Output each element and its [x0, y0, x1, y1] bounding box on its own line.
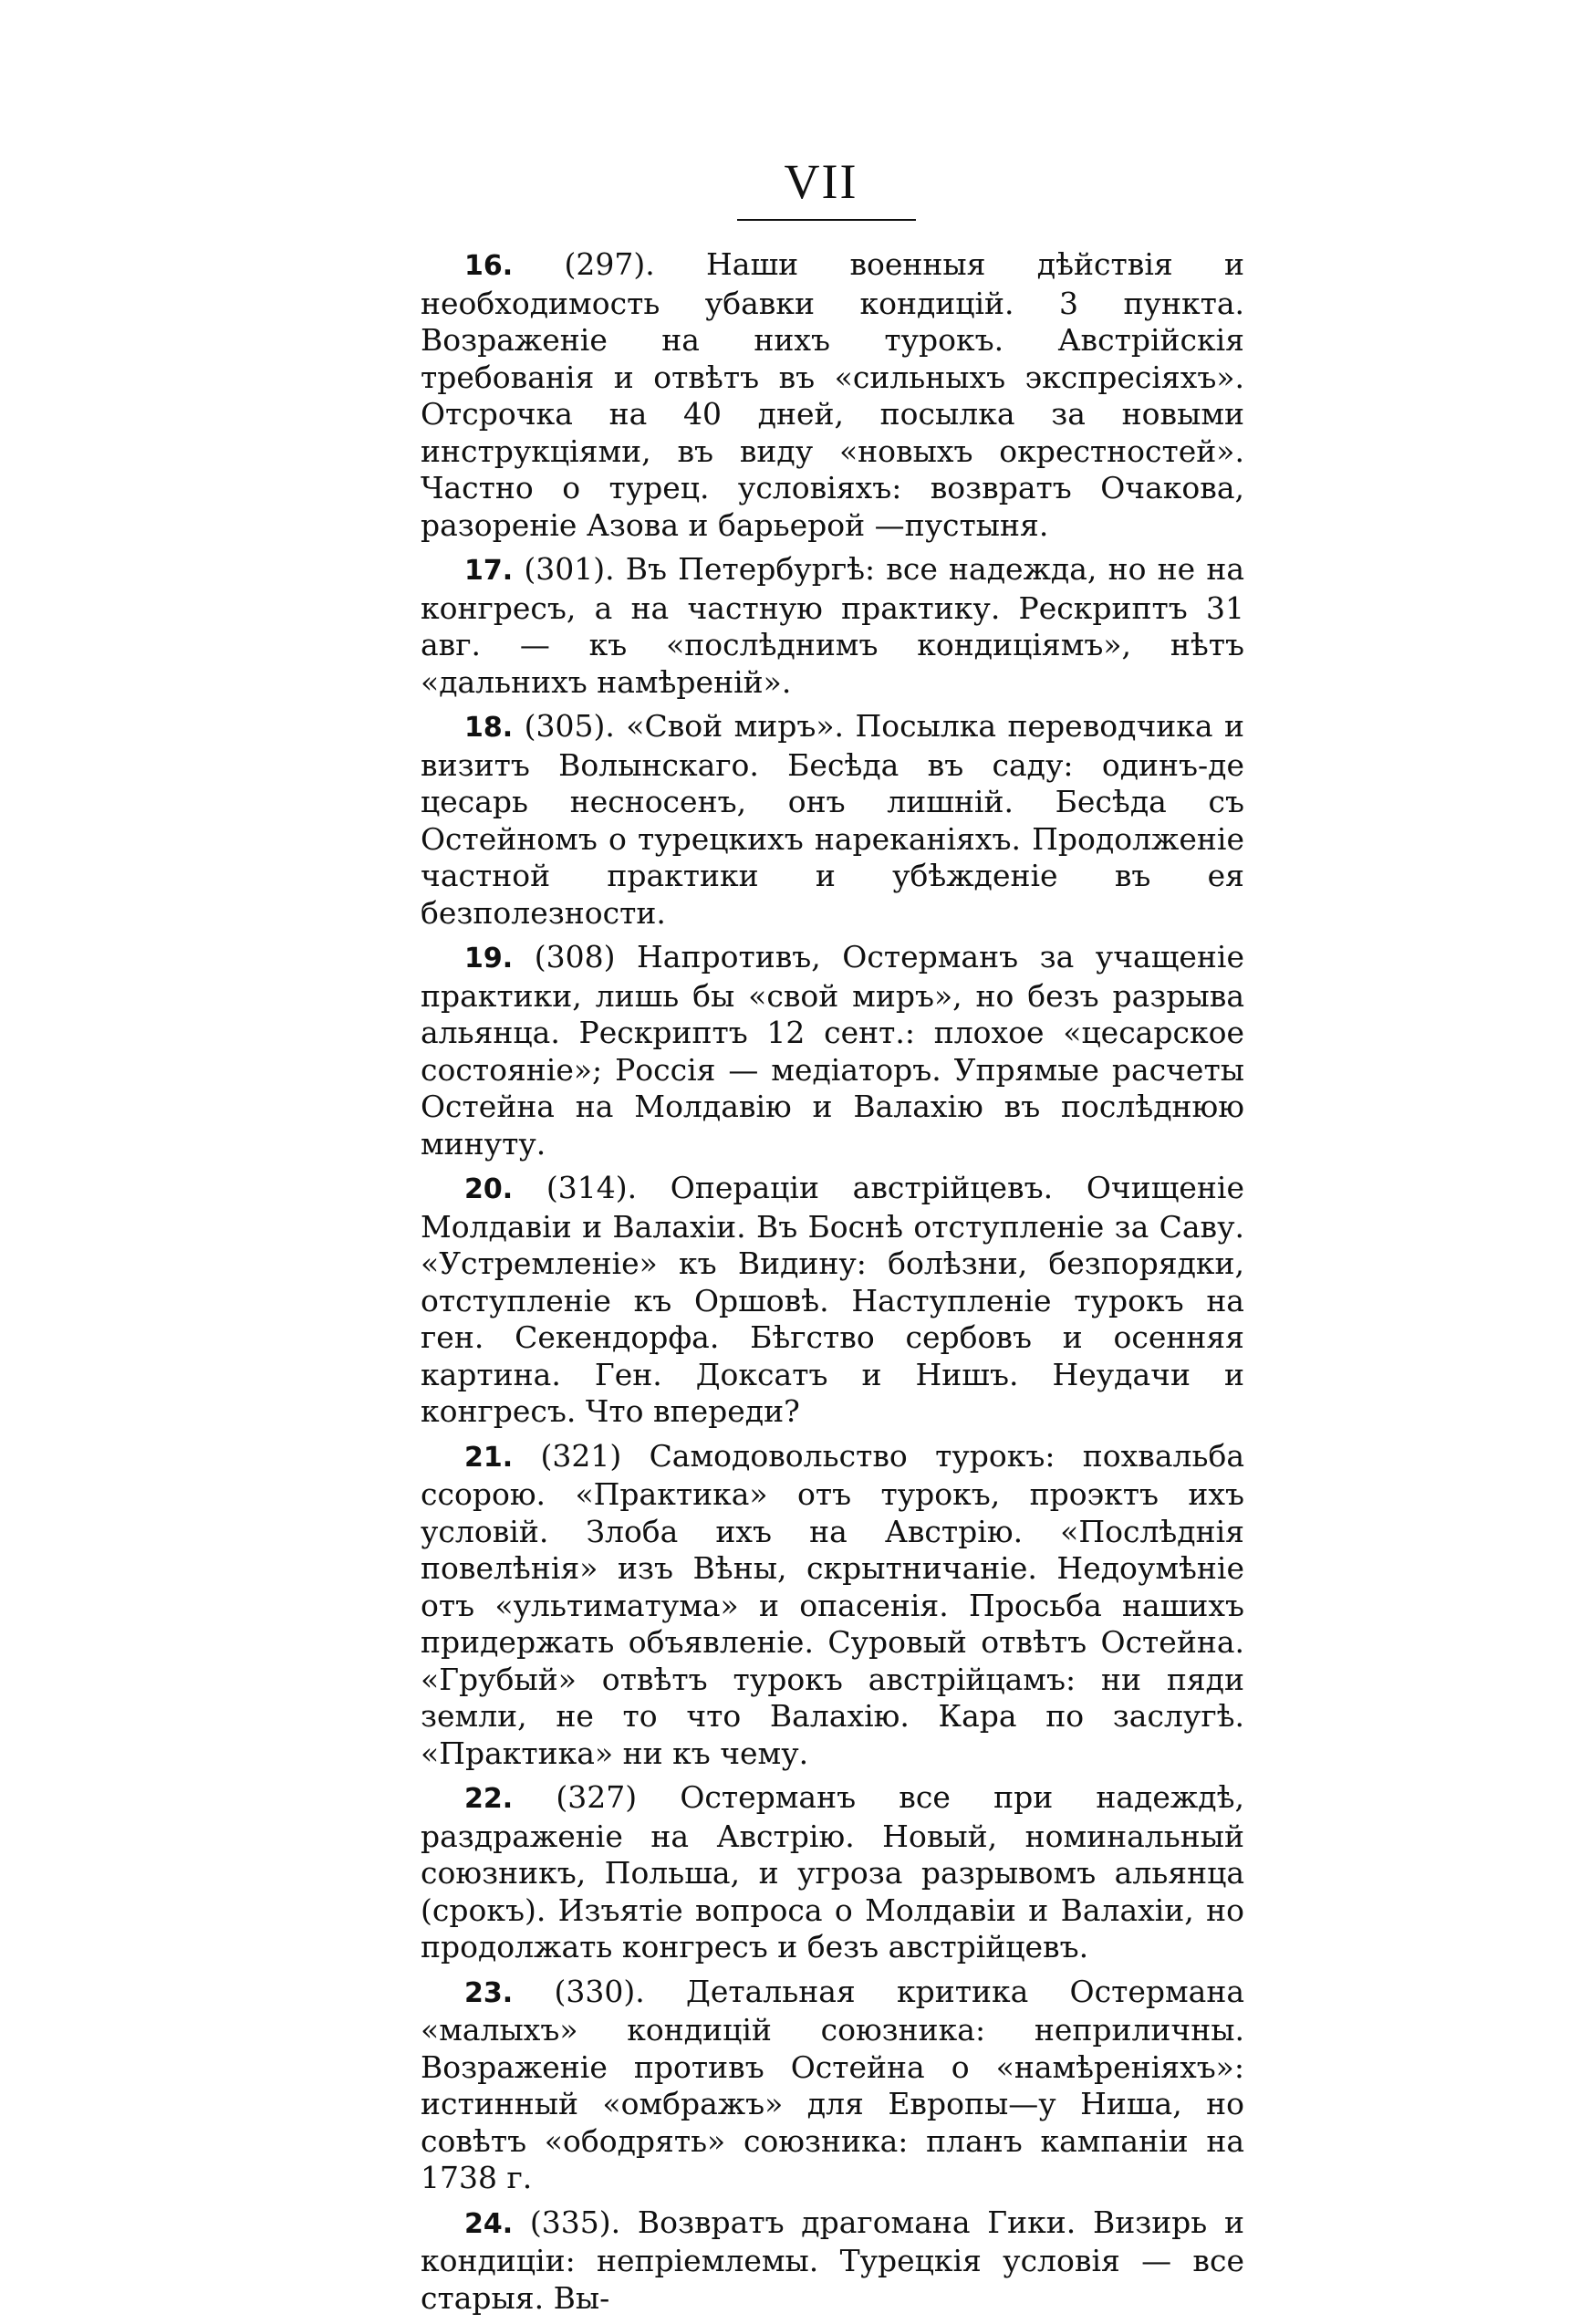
- entry-text: Самодовольство турокъ: похвальба ссорою. «Практика» отъ турокъ, проэктъ ихъ условій. Злоба ихъ на Австрію. «Послѣднія повелѣнія» изъ Вѣны, скрытничаніе. Недоумѣніе отъ «ультиматума» и опасенія. Просьба нашихъ придержать объявленіе. Суровый отвѣтъ Остейна. «Грубый» отвѣтъ турокъ австрійцамъ: ни пяди земли, не то что Валахію. Кара по заслугѣ. «Практика» ни къ чему.: [421, 1437, 1244, 1771]
- entry-page-ref: (314).: [546, 1170, 638, 1205]
- entry-number: 22.: [464, 1783, 514, 1815]
- entry-page-ref: (335).: [529, 2204, 621, 2240]
- entry-23: [421, 1974, 1244, 2197]
- entry-number: 18.: [464, 712, 514, 744]
- entry-page-ref: (297).: [564, 246, 655, 282]
- page-body: [421, 246, 1244, 2324]
- entry-page-ref: (330).: [554, 1973, 645, 2009]
- folio-rule: [737, 219, 916, 221]
- entry-text: Напротивъ, Остерманъ за учащеніе практики, лишь бы «свой миръ», но безъ разрыва альянца. Рескриптъ 12 сент.: плохое «цесарское состояніе»; Россія — медіаторъ. Упрямые расчеты Остейна на Молдавію и Валахію въ послѣднюю минуту.: [421, 939, 1245, 1162]
- entry-20: [421, 1170, 1244, 1431]
- entry-text: Операціи австрійцевъ. Очищеніе Молдавіи и Валахіи. Въ Боснѣ отступленіе за Саву. «Устремленіе» къ Видину: болѣзни, безпорядки, отступленіе къ Оршовѣ. Наступленіе турокъ на ген. Секендорфа. Бѣгство сербовъ и осенняя картина. Ген. Доксатъ и Нишъ. Неудачи и конгресъ. Что впереди?: [421, 1170, 1244, 1429]
- entry-number: 17.: [464, 555, 514, 587]
- entry-24: [421, 2204, 1244, 2318]
- entry-page-ref: (327): [556, 1779, 638, 1815]
- entry-18: [421, 708, 1244, 932]
- entry-22: [421, 1779, 1244, 1966]
- entry-text: Остерманъ все при надеждѣ, раздраженіе на Австрію. Новый, номинальный союзникъ, Польша, и угроза разрывомъ альянца (срокъ). Изъятіе вопроса о Молдавіи и Валахіи, но продолжать конгресъ и безъ австрійцевъ.: [421, 1779, 1244, 1964]
- entry-text: «Свой миръ». Посылка переводчика и визитъ Волынскаго. Бесѣда въ саду: одинъ-де цесарь несносенъ, онъ лишній. Бесѣда съ Остейномъ о турецкихъ нареканіяхъ. Продолженіе частной практики и убѣжденіе въ ея безполезности.: [421, 708, 1245, 931]
- entry-page-ref: (301).: [524, 551, 615, 587]
- page-folio: VII: [784, 154, 858, 209]
- entry-number: 20.: [464, 1173, 514, 1205]
- entry-page-ref: (321): [540, 1437, 622, 1474]
- entry-number: 23.: [464, 1976, 514, 2009]
- entry-16: [421, 246, 1244, 544]
- entry-text: Детальная критика Остермана «малыхъ» кондицій союзника: неприличны. Возраженіе противъ Остейна о «намѣреніяхъ»: истинный «омбражъ» для Европы—у Ниша, но совѣтъ «ободрять» союзника: планъ кампаніи на 1738 г.: [421, 1973, 1245, 2195]
- entry-text: Въ Петербургѣ: все надежда, но не на конгресъ, а на частную практику. Рескриптъ 31 авг. — къ «послѣднимъ кондиціямъ», нѣтъ «дальнихъ намѣреній».: [421, 551, 1244, 700]
- entry-number: 16.: [464, 250, 514, 282]
- entry-21: [421, 1438, 1244, 1773]
- entry-page-ref: (305).: [524, 708, 615, 744]
- entry-page-ref: (308): [534, 939, 616, 974]
- entry-number: 24.: [464, 2207, 514, 2240]
- entry-text: Наши военныя дѣйствія и необходимость убавки кондицій. 3 пункта. Возраженіе на нихъ турокъ. Австрійскія требованія и отвѣтъ въ «сильныхъ экспресіяхъ». Отсрочка на 40 дней, посылка за новыми инструкціями, въ виду «новыхъ окрестностей». Частно о турец. условіяхъ: возвратъ Очакова, разореніе Азова и барьерой —пустыня.: [421, 246, 1244, 543]
- entry-number: 21.: [464, 1441, 514, 1474]
- entry-text: Возвратъ драгомана Гики. Визирь и кондиціи: непріемлемы. Турецкія условія — все старыя. Вы-: [421, 2204, 1244, 2316]
- entry-number: 19.: [464, 943, 514, 974]
- entry-17: [421, 551, 1244, 701]
- entry-19: [421, 939, 1244, 1162]
